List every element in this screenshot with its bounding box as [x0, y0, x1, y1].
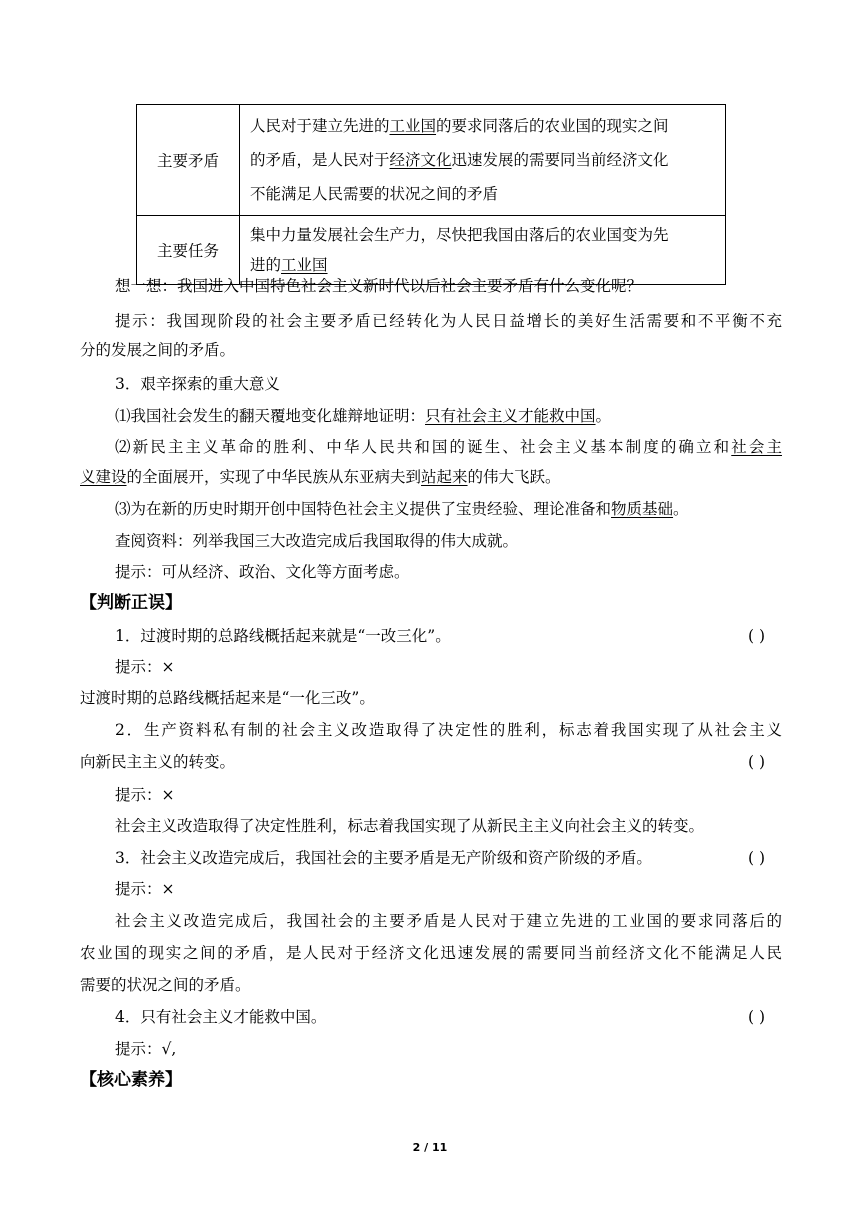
question-4: 4．只有社会主义才能救中国。 — [115, 1008, 327, 1026]
question-2-explanation: 社会主义改造取得了决定性胜利，标志着我国实现了从新民主主义向社会主义的转变。 — [115, 817, 705, 835]
text-fragment: 的矛盾，是人民对于 — [250, 151, 390, 169]
row-content-main-task — [240, 216, 726, 285]
significance-item-2 — [115, 437, 782, 457]
lookup-hint: 提示：可从经济、政治、文化等方面考虑。 — [115, 563, 410, 581]
core-heading: 【核心素养】 — [80, 1070, 182, 1090]
page-number: 2 / 11 — [412, 1141, 448, 1154]
underlined-term: 物质基础 — [611, 500, 674, 518]
text-fragment: ⑶为在新的历史时期开创中国特色社会主义提供了宝贵经验、理论准备和 — [115, 500, 612, 518]
table-row — [137, 105, 726, 216]
think-question: 想一想：我国进入中国特色社会主义新时代以后社会主要矛盾有什么变化呢？ — [115, 277, 643, 295]
answer-blank: ( ) — [747, 849, 765, 867]
underlined-term: 社会主 — [731, 438, 782, 456]
underlined-term: 工业国 — [281, 256, 328, 274]
question-2: 2．生产资料私有制的社会主义改造取得了决定性的胜利，标志着我国实现了从社会主义 — [115, 721, 782, 739]
text-fragment: 进的 — [250, 256, 282, 274]
underlined-term: 义建设 — [80, 468, 127, 486]
significance-item-2-cont — [80, 467, 782, 487]
question-3-explanation-cont: 需要的状况之间的矛盾。 — [80, 976, 251, 994]
section-title: 3．艰辛探索的重大意义 — [115, 375, 280, 393]
row-content-main-contradiction — [240, 105, 726, 216]
text-fragment: ⑴我国社会发生的翻天覆地变化雄辩地证明： — [115, 407, 426, 425]
answer-blank: ( ) — [747, 753, 765, 771]
underlined-term: 只有社会主义才能救中国 — [425, 407, 596, 425]
question-3-explanation: 社会主义改造完成后，我国社会的主要矛盾是人民对于建立先进的工业国的要求同落后的 — [115, 912, 782, 930]
question-1: 1．过渡时期的总路线概括起来就是“一改三化”。 — [115, 627, 451, 645]
text-fragment: 的全面展开，实现了中华民族从东亚病夫到 — [126, 468, 422, 486]
row-label-main-contradiction: 主要矛盾 — [137, 105, 240, 216]
text-fragment: 的要求同落后的农业国的现实之间 — [436, 117, 669, 135]
table-row — [137, 216, 726, 285]
text-fragment: 不能满足人民需要的状况之间的矛盾 — [250, 185, 499, 203]
text-fragment: 迅速发展的需要同当前经济文化 — [451, 151, 669, 169]
question-2-cont: 向新民主主义的转变。 — [80, 753, 236, 771]
summary-table — [136, 104, 726, 285]
question-3: 3．社会主义改造完成后，我国社会的主要矛盾是无产阶级和资产阶级的矛盾。 — [115, 849, 652, 867]
text-fragment: 的伟大飞跃。 — [467, 468, 561, 486]
text-fragment: 。 — [595, 407, 612, 425]
judge-heading: 【判断正误】 — [80, 593, 182, 613]
underlined-term: 站起来 — [421, 468, 468, 486]
significance-item-1 — [115, 406, 782, 426]
text-fragment: ⑵新民主主义革命的胜利、中华人民共和国的诞生、社会主义基本制度的确立和 — [115, 438, 732, 456]
question-1-explanation: 过渡时期的总路线概括起来是“一化三改”。 — [80, 689, 375, 707]
answer-blank: ( ) — [747, 627, 765, 645]
text-fragment: 集中力量发展社会生产力，尽快把我国由落后的农业国变为先 — [250, 226, 669, 244]
significance-item-3 — [115, 499, 782, 519]
question-1-hint: 提示：× — [115, 658, 175, 676]
underlined-term: 经济文化 — [389, 151, 452, 169]
hint-line: 分的发展之间的矛盾。 — [80, 341, 236, 359]
question-3-hint: 提示：× — [115, 880, 175, 898]
question-3-explanation-cont: 农业国的现实之间的矛盾，是人民对于经济文化迅速发展的需要同当前经济文化不能满足人民 — [80, 944, 782, 962]
underlined-term: 工业国 — [389, 117, 437, 135]
question-2-hint: 提示：× — [115, 786, 175, 804]
row-label-main-task: 主要任务 — [137, 216, 240, 285]
lookup-prompt: 查阅资料：列举我国三大改造完成后我国取得的伟大成就。 — [115, 532, 519, 550]
hint-line: 提示：我国现阶段的社会主要矛盾已经转化为人民日益增长的美好生活需要和不平衡不充 — [115, 312, 782, 330]
text-fragment: 人民对于建立先进的 — [250, 117, 390, 135]
text-fragment: 。 — [673, 500, 689, 518]
answer-blank: ( ) — [747, 1008, 765, 1026]
question-4-hint: 提示：√, — [115, 1040, 177, 1058]
